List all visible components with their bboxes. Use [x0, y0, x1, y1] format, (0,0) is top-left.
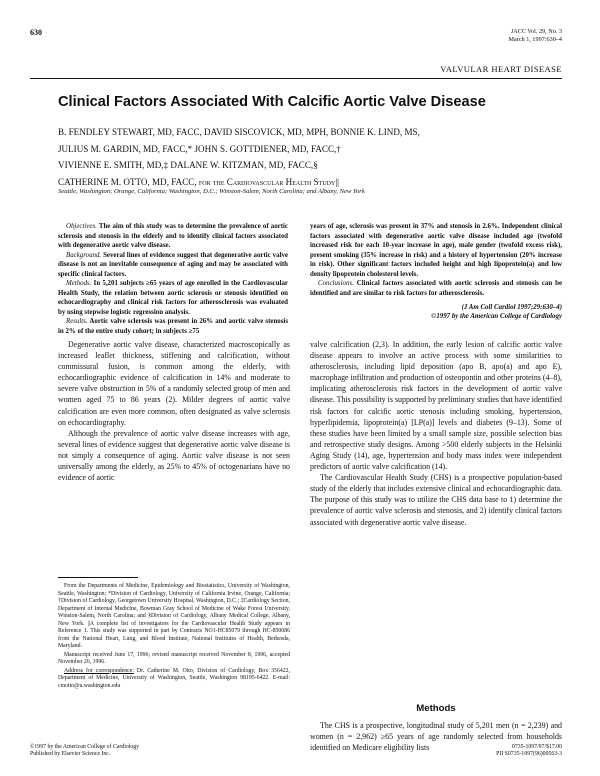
methods-heading: Methods [416, 703, 456, 714]
received-footnote: Manuscript received June 17, 1996; revised manuscript received November 8, 1996, accepted November 26, 1996. [58, 651, 290, 665]
footer-pii: PII S0735-1097(96)00563-3 [496, 751, 562, 758]
abstract-conclusions [310, 279, 562, 298]
body-left-column [58, 339, 290, 483]
citation-block [310, 303, 562, 321]
background-text: Several lines of evidence suggest that degenerative aortic valve disease is not an inevitable consequence of aging and may be associated with specific clinical factors. [58, 251, 288, 278]
section-label: VALVULAR HEART DISEASE [440, 64, 562, 74]
footnote-rule [58, 577, 138, 578]
abstract-objectives [58, 222, 288, 251]
footer-copyright: ©1997 by the American College of Cardiology [30, 744, 140, 750]
methods-label: Methods. [66, 280, 92, 287]
abstract-left-column [58, 222, 288, 336]
affiliations: Seattle, Washington; Orange, California; Washington, D.C.; Winston-Salem, North Carolina; and Albany, New York [58, 188, 365, 195]
authors-line-1: B. FENDLEY STEWART, MD, FACC, DAVID SISCOVICK, MD, MPH, BONNIE K. LIND, MS, [58, 127, 420, 137]
body-paragraph: The Cardiovascular Health Study (CHS) is a prospective population-based study of the elderly that includes extensive clinical and echocardiographic data. The purpose of this study was to utilize the CHS data base to 1) determine the prevalence of aortic valve sclerosis and stenosis, and 2) identify clinical factors associated with degenerative aortic valve disease. [310, 473, 562, 527]
abstract-results-continued: years of age, sclerosis was present in 37% and stenosis in 2.6%. Independent clinical factors associated with degenerative aortic valve disease included age (twofold increased risk for each 10-year increase in age), male gender (twofold excess risk), present smoking (35% increase in risk) and a history of hypertension (20% increase in risk). Other significant factors included height and high lipoprotein(a) and low density lipoprotein cholesterol levels. [310, 223, 562, 278]
conclusions-text: Clinical factors associated with aortic sclerosis and stenosis can be identified and are similar to risk factors for atherosclerosis. [310, 280, 562, 297]
correspondence-text: Dr. Catherine M. Otto, Division of Cardiology, Box 356422, Department of Medicine, University of Washington, Seattle, Washington 98195-6422. E-mail: cmotto@u.washington.edu [58, 667, 290, 689]
body-paragraph: The CHS is a prospective, longitudinal study of 5,201 men (n = 2,239) and women (n = 2,962) ≥65 years of age randomly selected from households identified on Medicare eligibility lists [310, 721, 562, 753]
footer-right [496, 744, 562, 759]
affiliation-footnote: From the Departments of Medicine, Epidemiology and Biostatistics, University of Washington, Seattle, Washington; *Division of Cardiology, University of California Irvine, Orange, California; †Division of Cardiology, Georgetown University Hospital, Washington, D.C.; ‡Cardiology Section, Department of Internal Medicine, Bowman Gray School of Medicine of Wake Forest University, Winston-Salem, North Carolina; and §Division of Cardiology, Albany Medical College, Albany, New York. ||A complete list of investigators for the Cardiovascular Health Study appears in Reference 1. This study was supported in part by Contracts NO1-HC85079 through HC-850086 from the National Heart, Lung, and Blood Institute, National Institutes of Health, Bethesda, Maryland. [58, 583, 290, 649]
authors-line-2: JULIUS M. GARDIN, MD, FACC,* JOHN S. GOTTDIENER, MD, FACC,† [58, 143, 341, 154]
body-paragraph: valve calcification (2,3). In addition, the early lesion of calcific aortic valve disease appears to involve an active process with some similarities to atherosclerosis, including lipid deposition (apo B, apo(a) and apo E), macrophage infiltration and production of osteopontin and other proteins (4–8), implicating atherosclerosis risk factors in the development of aortic valve disease. This possibility is supported by preliminary studies that have identified risk factors for calcific aortic stenosis including smoking, hypertension, hyperlipidemia, lipoprotein(a) [LP(a)] levels and diabetes (9–13). Some of these studies have been limited by a small sample size, possible selection bias and retrospective study designs. Among >500 elderly subjects in the Helsinki Aging Study (14), age, hypertension and body mass index were independent predictors of aortic valve calcification (14). [310, 340, 562, 472]
correspondence-footnote [58, 668, 290, 691]
journal-info [509, 28, 562, 43]
abstract-right-column [310, 222, 562, 321]
footnotes [58, 583, 290, 691]
results-text-start: Aortic valve sclerosis was present in 26% and aortic valve stenosis in 2% of the entire study cohort; in subjects ≥75 [58, 318, 288, 335]
abstract-background [58, 251, 288, 280]
objectives-label: Objectives. [66, 223, 97, 230]
objectives-text: The aim of this study was to determine the prevalence of aortic sclerosis and stenosis in the elderly and to identify clinical factors associated with degenerative aortic valve disease. [58, 223, 288, 249]
methods-text: In 5,201 subjects ≥65 years of age enrolled in the Cardiovascular Health Study, the relation between aortic sclerosis or stenosis identified on echocardiography and clinical risk factors for atherosclerosis was evaluated by using stepwise logistic regression analysis. [58, 280, 288, 316]
body-paragraph: Degenerative aortic valve disease, characterized macroscopically as increased leaflet thickness, stiffening and calcification, without commissural fusion, is common among the elderly, with echocardiographic evidence of calcification in 14% and moderate to severe valve obstruction in 5% of a randomly selected group of men and women aged 75 to 86 years (2). Milder degrees of aortic valve calcification are even more common, often designated as valve sclerosis on echocardiography. [58, 340, 290, 427]
article-title: Clinical Factors Associated With Calcific Aortic Valve Disease [58, 94, 486, 110]
footer-issn: 0735-1097/97/$17.00 [511, 744, 562, 750]
citation: (J Am Coll Cardiol 1997;29:630–4) [461, 304, 562, 311]
conclusions-label: Conclusions. [318, 280, 354, 287]
last-author: CATHERINE M. OTTO, MD, FACC, [58, 176, 197, 187]
journal-date-pages: March 1, 1997:630–4 [508, 35, 562, 43]
abstract-copyright: ©1997 by the American College of Cardiology [431, 313, 562, 321]
body-right-column [310, 339, 562, 528]
background-label: Background. [66, 251, 102, 259]
page-number: 630 [30, 28, 42, 37]
footer-left [30, 744, 139, 759]
footer-publisher: Published by Elsevier Science Inc. [30, 751, 111, 758]
authors-line-3: VIVIENNE E. SMITH, MD,‡ DALANE W. KITZMAN, MD, FACC,§ [58, 160, 318, 170]
abstract-results [58, 317, 288, 336]
body-paragraph: Although the prevalence of aortic valve disease increases with age, several lines of evidence suggest that degenerative aortic valve disease is not simply a consequence of aging. Aortic valve disease is not seen universally among the elderly, as 25% to 45% of octogenarians have no evidence of aortic [58, 428, 290, 483]
header-rule [30, 78, 562, 79]
correspondence-label: Address for correspondence: [64, 667, 134, 674]
abstract-methods [58, 279, 288, 317]
author-list [58, 124, 420, 190]
study-group: for the Cardiovascular Health Study|| [198, 176, 339, 187]
journal-volume: JACC Vol. 29, No. 3 [510, 28, 562, 35]
results-label: Results. [66, 318, 88, 325]
